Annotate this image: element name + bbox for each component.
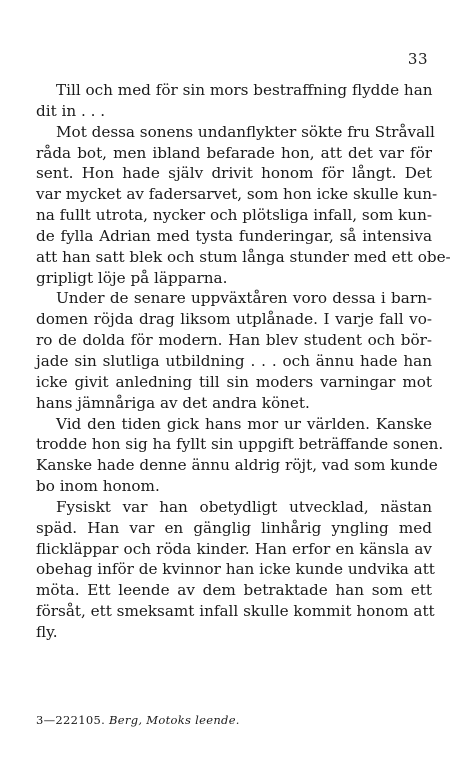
text-line: råda bot, men ibland befarade hon, att det var för	[36, 143, 432, 162]
text-line: fly.	[36, 622, 58, 641]
text-line: Vid den tiden gick hans mor ur världen. Kanske	[56, 414, 432, 433]
text-line: icke givit anledning till sin moders varningar mot	[36, 372, 432, 391]
signature-title: Berg, Motoks leende.	[109, 713, 240, 727]
text-line: domen röjda drag liksom utplånade. I varje fall vo-	[36, 310, 432, 329]
body-text	[36, 80, 451, 643]
text-line: na fullt utrota, nycker och plötsliga infall, som kun-	[36, 206, 432, 225]
text-line: späd. Han var en gänglig linhårig yngling med	[36, 518, 432, 537]
text-line: gripligt löje på läpparna.	[36, 268, 228, 287]
page-number: 33	[407, 50, 428, 68]
text-line: Fysiskt var han obetydligt utvecklad, nästan	[56, 497, 432, 516]
paragraph	[36, 414, 444, 497]
text-line: dit in . . .	[36, 101, 106, 120]
text-line: Kanske hade denne ännu aldrig röjt, vad som kunde	[36, 456, 438, 475]
text-line: hans jämnåriga av det andra könet.	[36, 393, 310, 412]
text-line: sent. Hon hade själv drivit honom för långt. Det	[36, 164, 432, 183]
paragraph	[36, 80, 432, 122]
signature-code: 3—222105.	[36, 713, 106, 727]
text-line: Till och med för sin mors bestraffning flydde han	[56, 81, 433, 99]
text-line: trodde hon sig ha fyllt sin uppgift beträffande sonen.	[36, 435, 444, 454]
paragraph	[36, 497, 435, 643]
text-line: försåt, ett smeksamt infall skulle kommit honom att	[36, 602, 435, 621]
paragraph	[36, 288, 432, 413]
text-line: möta. Ett leende av dem betraktade han som ett	[36, 581, 432, 600]
text-line: jade sin slutliga utbildning . . . och ännu hade han	[36, 351, 432, 370]
printer-signature	[36, 713, 240, 727]
text-line: Under de senare uppväxtåren voro dessa i barn-	[56, 289, 432, 308]
text-line: obehag inför de kvinnor han icke kunde undvika att	[36, 560, 435, 579]
text-line: bo inom honom.	[36, 477, 160, 496]
text-line: flickläppar och röda kinder. Han erfor en känsla av	[36, 539, 432, 558]
text-line: de fylla Adrian med tysta funderingar, så intensiva	[36, 226, 432, 245]
paragraph	[36, 122, 451, 289]
text-line: Mot dessa sonens undanflykter sökte fru Stråvall	[56, 122, 435, 141]
text-line: att han satt blek och stum långa stunder med ett obe-	[36, 247, 451, 266]
text-line: ro de dolda för modern. Han blev student och bör-	[36, 331, 432, 350]
text-line: var mycket av fadersarvet, som hon icke skulle kun-	[36, 185, 438, 204]
